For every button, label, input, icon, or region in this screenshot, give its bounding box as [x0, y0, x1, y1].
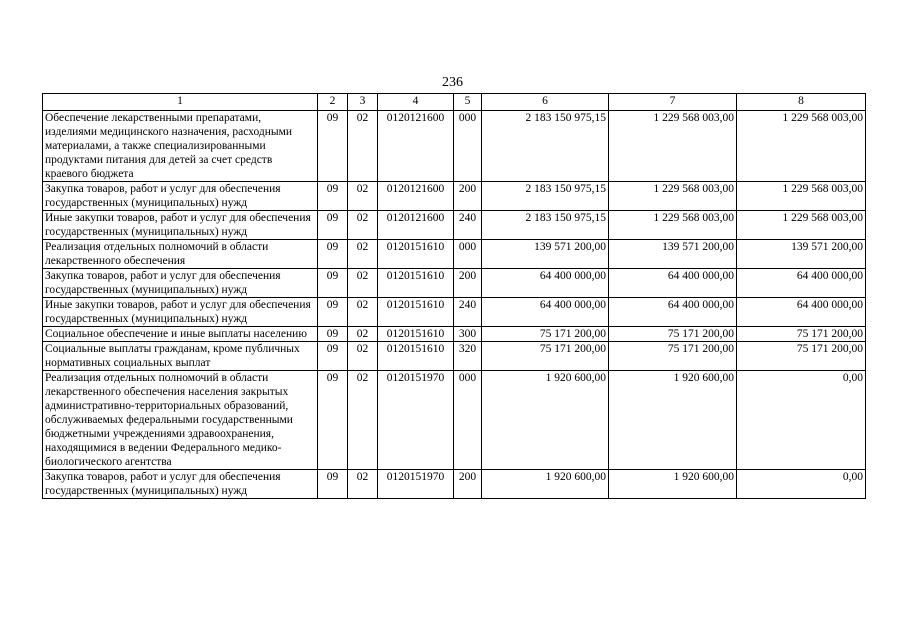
- target-article-code: 0120121600: [378, 182, 454, 211]
- header-col-6: 6: [482, 94, 609, 111]
- budget-table: [42, 93, 866, 499]
- row-description: Социальное обеспечение и иные выплаты населению: [43, 327, 318, 342]
- amount-col-7: 1 920 600,00: [609, 470, 737, 499]
- amount-col-6: 2 183 150 975,15: [482, 111, 609, 182]
- table-row: [43, 298, 866, 327]
- subsection-code: 02: [348, 240, 378, 269]
- expense-type-code: 000: [454, 240, 482, 269]
- amount-col-6: 1 920 600,00: [482, 470, 609, 499]
- row-description: Реализация отдельных полномочий в области лекарственного обеспечения: [43, 240, 318, 269]
- amount-col-6: 64 400 000,00: [482, 269, 609, 298]
- subsection-code: 02: [348, 211, 378, 240]
- amount-col-8: 75 171 200,00: [737, 327, 866, 342]
- table-row: [43, 111, 866, 182]
- section-code: 09: [318, 371, 348, 470]
- amount-col-7: 1 229 568 003,00: [609, 111, 737, 182]
- header-col-4: 4: [378, 94, 454, 111]
- header-row: [43, 94, 866, 111]
- target-article-code: 0120151610: [378, 342, 454, 371]
- section-code: 09: [318, 182, 348, 211]
- table-row: [43, 371, 866, 470]
- header-col-1: 1: [43, 94, 318, 111]
- target-article-code: 0120151610: [378, 327, 454, 342]
- subsection-code: 02: [348, 182, 378, 211]
- expense-type-code: 000: [454, 111, 482, 182]
- amount-col-7: 1 229 568 003,00: [609, 182, 737, 211]
- row-description: Иные закупки товаров, работ и услуг для обеспечения государственных (муниципальных) нужд: [43, 298, 318, 327]
- amount-col-8: 1 229 568 003,00: [737, 111, 866, 182]
- header-col-2: 2: [318, 94, 348, 111]
- header-col-8: 8: [737, 94, 866, 111]
- amount-col-7: 1 920 600,00: [609, 371, 737, 470]
- amount-col-8: 1 229 568 003,00: [737, 211, 866, 240]
- amount-col-7: 75 171 200,00: [609, 342, 737, 371]
- section-code: 09: [318, 327, 348, 342]
- table-row: [43, 342, 866, 371]
- expense-type-code: 200: [454, 470, 482, 499]
- expense-type-code: 240: [454, 298, 482, 327]
- amount-col-6: 1 920 600,00: [482, 371, 609, 470]
- amount-col-8: 0,00: [737, 371, 866, 470]
- table-row: [43, 327, 866, 342]
- subsection-code: 02: [348, 371, 378, 470]
- amount-col-6: 2 183 150 975,15: [482, 211, 609, 240]
- amount-col-7: 75 171 200,00: [609, 327, 737, 342]
- subsection-code: 02: [348, 298, 378, 327]
- amount-col-8: 1 229 568 003,00: [737, 182, 866, 211]
- target-article-code: 0120151610: [378, 298, 454, 327]
- section-code: 09: [318, 240, 348, 269]
- target-article-code: 0120151610: [378, 269, 454, 298]
- section-code: 09: [318, 269, 348, 298]
- section-code: 09: [318, 342, 348, 371]
- amount-col-6: 139 571 200,00: [482, 240, 609, 269]
- target-article-code: 0120151610: [378, 240, 454, 269]
- amount-col-6: 75 171 200,00: [482, 342, 609, 371]
- amount-col-8: 64 400 000,00: [737, 298, 866, 327]
- row-description: Иные закупки товаров, работ и услуг для обеспечения государственных (муниципальных) нужд: [43, 211, 318, 240]
- amount-col-8: 64 400 000,00: [737, 269, 866, 298]
- expense-type-code: 200: [454, 182, 482, 211]
- row-description: Реализация отдельных полномочий в области лекарственного обеспечения населения закрытых административно-территориальных образований, обслуживаемых федеральными государственными бюджетными учреждениями здравоохранения, находящимися в ведении Федерального медико-биологического агентства: [43, 371, 318, 470]
- amount-col-6: 75 171 200,00: [482, 327, 609, 342]
- section-code: 09: [318, 470, 348, 499]
- row-description: Социальные выплаты гражданам, кроме публичных нормативных социальных выплат: [43, 342, 318, 371]
- target-article-code: 0120151970: [378, 371, 454, 470]
- subsection-code: 02: [348, 470, 378, 499]
- amount-col-7: 139 571 200,00: [609, 240, 737, 269]
- section-code: 09: [318, 111, 348, 182]
- amount-col-7: 64 400 000,00: [609, 269, 737, 298]
- table-row: [43, 211, 866, 240]
- row-description: Закупка товаров, работ и услуг для обеспечения государственных (муниципальных) нужд: [43, 470, 318, 499]
- table-row: [43, 470, 866, 499]
- row-description: Закупка товаров, работ и услуг для обеспечения государственных (муниципальных) нужд: [43, 269, 318, 298]
- section-code: 09: [318, 298, 348, 327]
- table-row: [43, 182, 866, 211]
- expense-type-code: 240: [454, 211, 482, 240]
- subsection-code: 02: [348, 111, 378, 182]
- amount-col-8: 0,00: [737, 470, 866, 499]
- amount-col-8: 75 171 200,00: [737, 342, 866, 371]
- amount-col-7: 1 229 568 003,00: [609, 211, 737, 240]
- header-col-5: 5: [454, 94, 482, 111]
- amount-col-6: 64 400 000,00: [482, 298, 609, 327]
- header-col-3: 3: [348, 94, 378, 111]
- table-row: [43, 240, 866, 269]
- page-number: 236: [442, 75, 463, 90]
- row-description: Закупка товаров, работ и услуг для обеспечения государственных (муниципальных) нужд: [43, 182, 318, 211]
- amount-col-7: 64 400 000,00: [609, 298, 737, 327]
- expense-type-code: 320: [454, 342, 482, 371]
- target-article-code: 0120121600: [378, 111, 454, 182]
- amount-col-8: 139 571 200,00: [737, 240, 866, 269]
- subsection-code: 02: [348, 327, 378, 342]
- table-row: [43, 269, 866, 298]
- subsection-code: 02: [348, 342, 378, 371]
- header-col-7: 7: [609, 94, 737, 111]
- amount-col-6: 2 183 150 975,15: [482, 182, 609, 211]
- section-code: 09: [318, 211, 348, 240]
- subsection-code: 02: [348, 269, 378, 298]
- expense-type-code: 000: [454, 371, 482, 470]
- target-article-code: 0120121600: [378, 211, 454, 240]
- expense-type-code: 300: [454, 327, 482, 342]
- expense-type-code: 200: [454, 269, 482, 298]
- row-description: Обеспечение лекарственными препаратами, изделиями медицинского назначения, расходными материалами, а также специализированными продуктами питания для детей за счет средств краевого бюджета: [43, 111, 318, 182]
- target-article-code: 0120151970: [378, 470, 454, 499]
